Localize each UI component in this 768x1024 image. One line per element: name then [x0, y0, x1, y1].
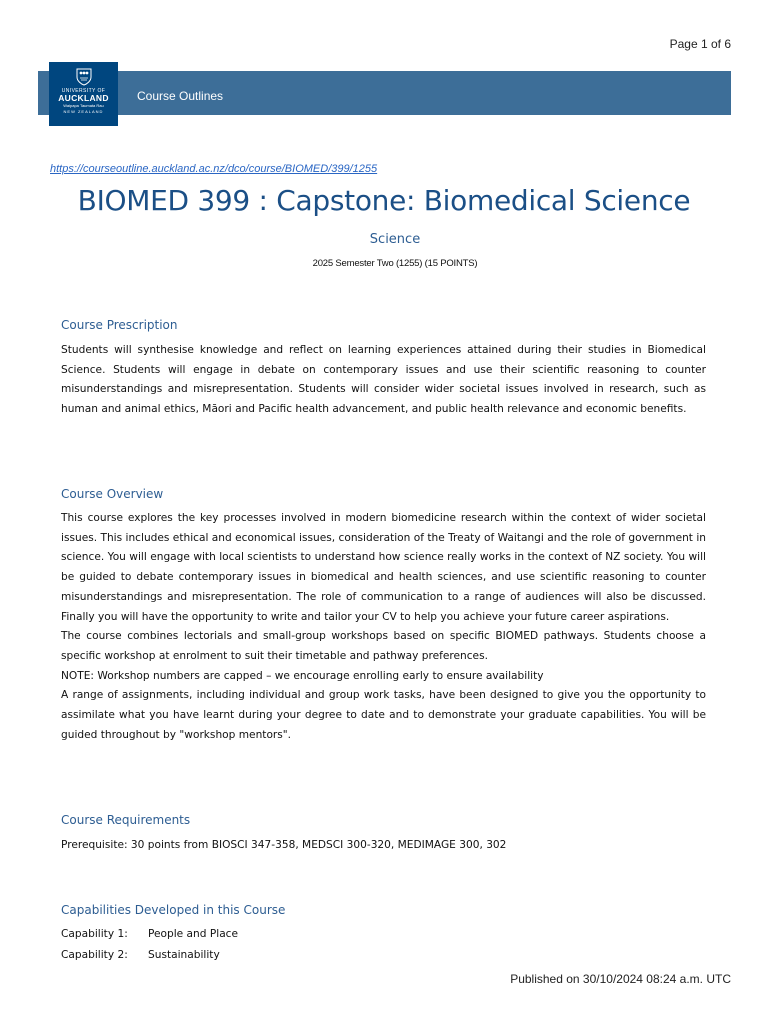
faculty-label: Science	[369, 232, 421, 247]
logo-text-nz: NEW ZEALAND	[63, 109, 104, 114]
capability-value: Sustainability	[148, 949, 220, 961]
section-heading-overview: Course Overview	[61, 487, 164, 501]
capability-row	[61, 949, 220, 961]
course-url-link[interactable]: https://courseoutline.auckland.ac.nz/dco/course/BIOMED/399/1255	[50, 163, 378, 175]
prescription-paragraph: Students will synthesise knowledge and reflect on learning experiences attained during their studies in Biomedical Science. Students will engage in debate on contemporary issues and use their scientific reasoning to counter misunderstandings and misrepresentation. Students will consider wider societal issues involved in research, such as human and animal ethics, Māori and Pacific health advancement, and public health relevance and economic benefits.	[61, 344, 706, 416]
requirements-text	[61, 836, 706, 856]
crest-icon	[76, 68, 92, 86]
section-heading-requirements: Course Requirements	[61, 813, 191, 827]
university-logo[interactable]	[49, 62, 118, 126]
requirements-paragraph: Prerequisite: 30 points from BIOSCI 347-358, MEDSCI 300-320, MEDIMAGE 300, 302	[61, 839, 507, 851]
semester-info: 2025 Semester Two (1255) (15 POINTS)	[312, 258, 478, 269]
section-heading-capabilities: Capabilities Developed in this Course	[61, 903, 286, 917]
overview-text	[61, 509, 706, 745]
course-title: BIOMED 399 : Capstone: Biomedical Science	[77, 184, 691, 217]
capability-label: Capability 1:	[61, 928, 128, 940]
capability-row	[61, 928, 238, 940]
logo-text-maori: Waipapa Taumata Rau	[63, 103, 104, 108]
capability-label: Capability 2:	[61, 949, 128, 961]
capability-value: People and Place	[148, 928, 239, 940]
overview-paragraph-2: The course combines lectorials and small-group workshops based on specific BIOMED pathways. Students choose a specific workshop at enrolment to suit their timetable and pathway preferences.	[61, 630, 706, 662]
logo-text-auckland: AUCKLAND	[58, 93, 109, 103]
page-number: Page 1 of 6	[669, 37, 731, 51]
overview-paragraph-3: NOTE: Workshop numbers are capped – we encourage enrolling early to ensure availability	[61, 669, 544, 682]
published-date: Published on 30/10/2024 08:24 a.m. UTC	[510, 972, 731, 986]
logo-text-university: UNIVERSITY OF	[61, 88, 106, 94]
section-heading-prescription: Course Prescription	[61, 318, 178, 332]
banner-title: Course Outlines	[137, 89, 224, 103]
overview-paragraph-1: This course explores the key processes involved in modern biomedicine research within the context of wider societal issues. This includes ethical and economical issues, consideration of the Treaty of Waitangi and the role of government in science. You will engage with local scientists to understand how science really works in the context of NZ society. You will be guided to debate contemporary issues in biomedical and health sciences, and use scientific reasoning to counter misunderstandings and misrepresentation. The role of communication to a range of audiences will also be discussed. Finally you will have the opportunity to write and tailor your CV to help you achieve your future career aspirations.	[61, 512, 706, 623]
prescription-text	[61, 341, 706, 420]
overview-paragraph-4: A range of assignments, including individual and group work tasks, have been designed to give you the opportunity to assimilate what you have learnt during your degree to date and to demonstrate your graduate capabilities. You will be guided throughout by "workshop mentors".	[61, 689, 706, 741]
